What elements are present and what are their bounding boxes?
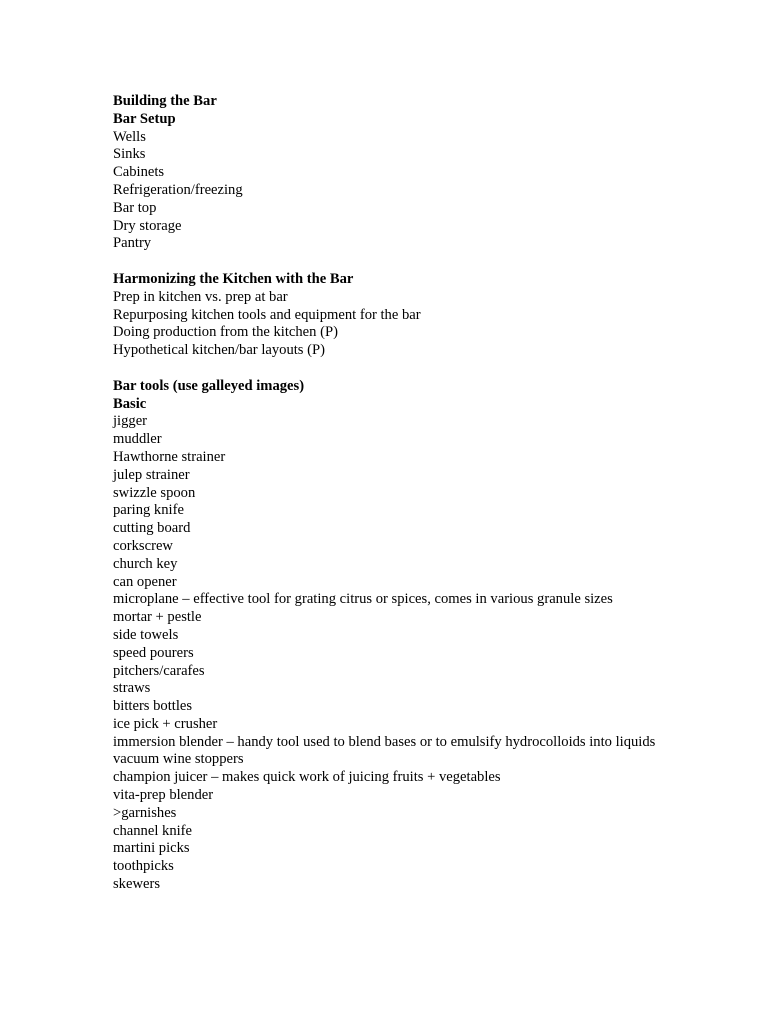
- list-item: straws: [113, 680, 151, 697]
- document-page: [113, 93, 673, 894]
- list-item: muddler: [113, 431, 162, 448]
- list-item: swizzle spoon: [113, 484, 196, 501]
- list-item: pitchers/carafes: [113, 662, 205, 679]
- list-item: martini picks: [113, 840, 190, 857]
- list-item: Bar top: [113, 199, 157, 216]
- list-item: can opener: [113, 573, 177, 590]
- paragraph-spacer: [113, 253, 673, 271]
- list-item: Hypothetical kitchen/bar layouts (P): [113, 342, 325, 359]
- list-item: Cabinets: [113, 164, 165, 181]
- list-item: cutting board: [113, 520, 191, 537]
- list-item: julep strainer: [113, 466, 190, 483]
- list-item: bitters bottles: [113, 698, 193, 715]
- list-item: microplane – effective tool for grating citrus or spices, comes in various granule sizes: [113, 591, 613, 608]
- list-item: mortar + pestle: [113, 609, 202, 626]
- list-item: Refrigeration/freezing: [113, 181, 243, 198]
- list-item: Sinks: [113, 146, 146, 163]
- list-item: vacuum wine stoppers: [113, 751, 244, 768]
- list-item: vita-prep blender: [113, 787, 214, 804]
- list-item: champion juicer – makes quick work of juicing fruits + vegetables: [113, 769, 501, 786]
- list-item: church key: [113, 555, 178, 572]
- list-item: toothpicks: [113, 858, 174, 875]
- section-heading: Harmonizing the Kitchen with the Bar: [113, 270, 354, 287]
- list-item: immersion blender – handy tool used to blend bases or to emulsify hydrocolloids into liquids: [113, 733, 656, 750]
- list-item: Pantry: [113, 235, 152, 252]
- list-item: Prep in kitchen vs. prep at bar: [113, 288, 288, 305]
- list-item: ice pick + crusher: [113, 715, 218, 732]
- list-item: channel knife: [113, 822, 193, 839]
- list-item: skewers: [113, 876, 161, 893]
- list-item: Repurposing kitchen tools and equipment for the bar: [113, 306, 421, 323]
- list-item: Dry storage: [113, 217, 182, 234]
- section-heading: Bar tools (use galleyed images): [113, 377, 305, 394]
- list-item: speed pourers: [113, 644, 194, 661]
- list-item: Hawthorne strainer: [113, 448, 226, 465]
- list-item: corkscrew: [113, 537, 173, 554]
- section-subheading: Bar Setup: [113, 110, 176, 127]
- list-item: >garnishes: [113, 804, 177, 821]
- section-subheading: Basic: [113, 395, 147, 412]
- list-item: Doing production from the kitchen (P): [113, 324, 338, 341]
- section-heading: Building the Bar: [113, 93, 217, 109]
- list-item: jigger: [113, 413, 148, 430]
- list-item: paring knife: [113, 502, 184, 519]
- paragraph-spacer: [113, 360, 673, 378]
- list-item: Wells: [113, 128, 146, 145]
- list-item: side towels: [113, 626, 179, 643]
